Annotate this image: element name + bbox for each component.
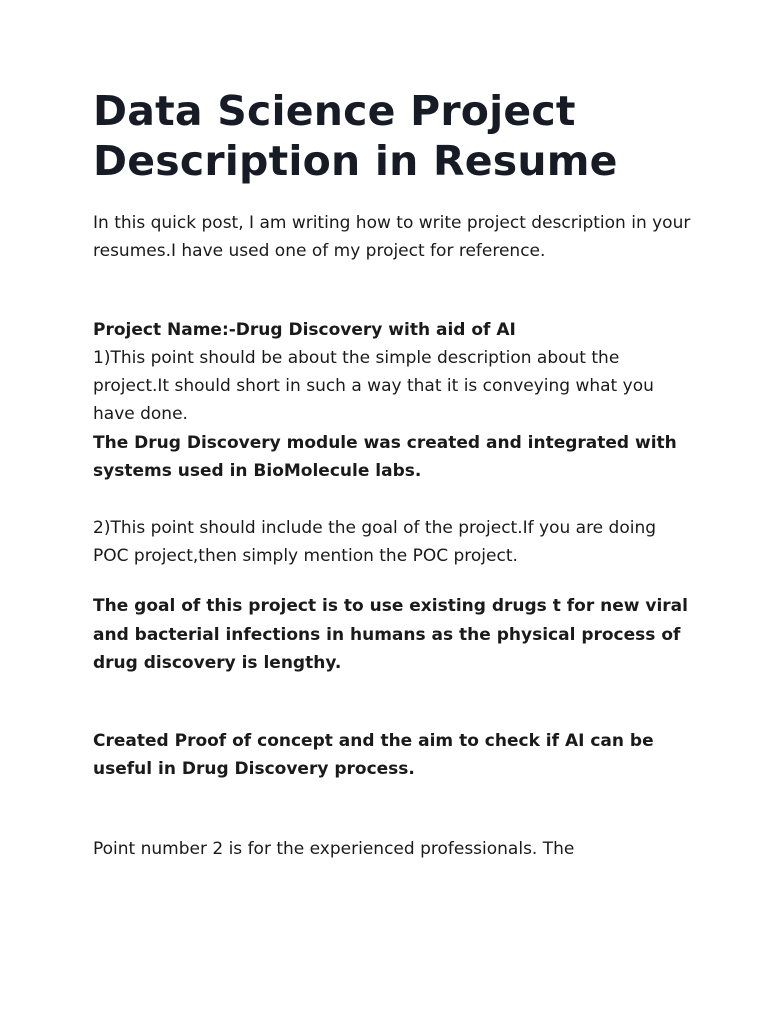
intro-paragraph: In this quick post, I am writing how to write project description in your resumes.I have used one of my project for reference. — [93, 213, 691, 262]
trailing-paragraph: Point number 2 is for the experienced professionals. The — [93, 838, 575, 859]
point-1-example: The Drug Discovery module was created and integrated with systems used in BioMolecule labs. — [93, 432, 677, 482]
point-2-example: The goal of this project is to use existing drugs t for new viral and bacterial infections in humans as the physical process of drug discovery is lengthy. — [93, 596, 688, 673]
page-title: Data Science Project Description in Resume — [93, 87, 618, 185]
article — [93, 86, 693, 863]
poc-example: Created Proof of concept and the aim to check if AI can be useful in Drug Discovery process. — [93, 731, 654, 780]
point-2-paragraph: 2)This point should include the goal of the project.If you are doing POC project,then simply mention the POC project. — [93, 517, 657, 566]
point-1-paragraph: 1)This point should be about the simple description about the project.It should short in such a way that it is conveying what you have done. — [93, 347, 654, 425]
project-name-heading: Project Name:-Drug Discovery with aid of AI — [93, 319, 516, 340]
